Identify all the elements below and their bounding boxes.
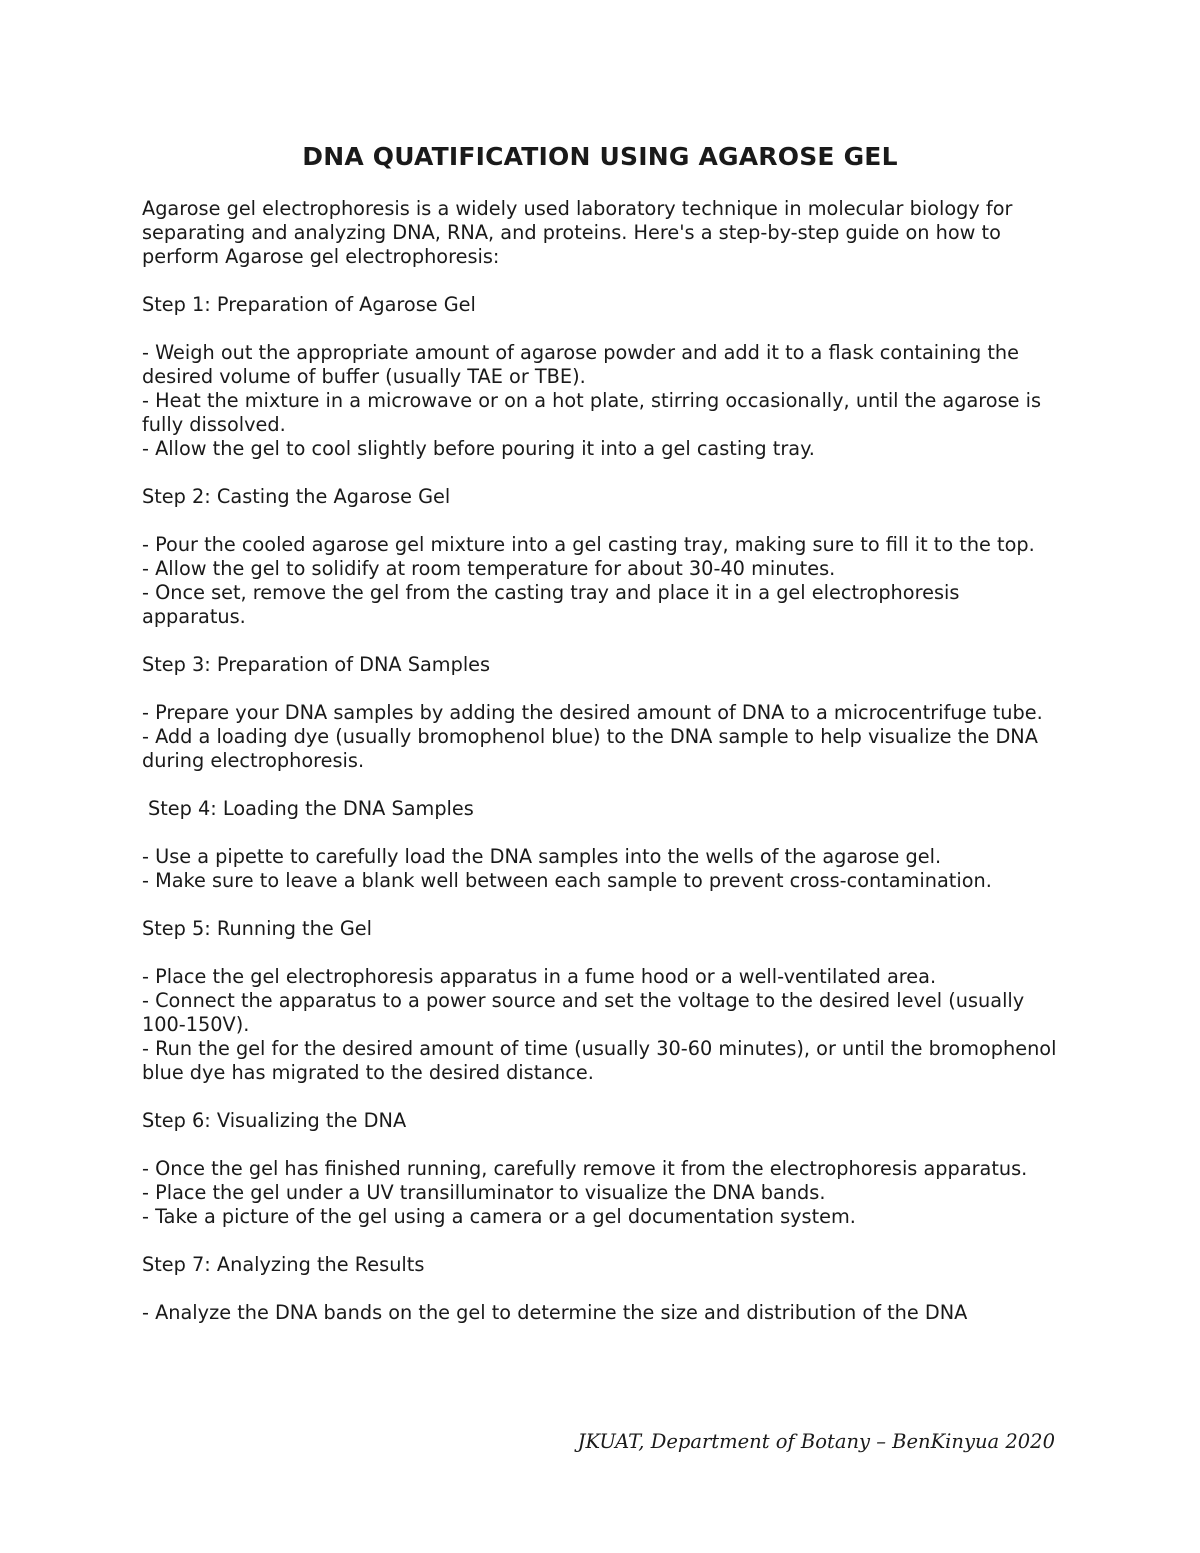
step-3-item-2: - Add a loading dye (usually bromophenol blue) to the DNA sample to help visualize the DNA during electrophoresis. — [142, 725, 1038, 772]
step-1-item-2: - Heat the mixture in a microwave or on a hot plate, stirring occasionally, until the agarose is fully dissolved. — [142, 389, 1042, 436]
page-footer: JKUAT, Department of Botany – BenKinyua 2020 — [577, 1430, 1055, 1453]
step-6-item-3: - Take a picture of the gel using a camera or a gel documentation system. — [142, 1205, 856, 1228]
step-2-item-2: - Allow the gel to solidify at room temperature for about 30-40 minutes. — [142, 557, 836, 580]
step-5-heading: Step 5: Running the Gel — [142, 917, 372, 940]
step-1-item-1: - Weigh out the appropriate amount of agarose powder and add it to a flask containing the desired volume of buffer (usually TAE or TBE). — [142, 341, 1019, 388]
step-2-item-1: - Pour the cooled agarose gel mixture into a gel casting tray, making sure to fill it to the top. — [142, 533, 1035, 556]
step-4-item-2: - Make sure to leave a blank well between each sample to prevent cross-contamination. — [142, 869, 992, 892]
step-3-heading: Step 3: Preparation of DNA Samples — [142, 653, 491, 676]
document-title: DNA QUATIFICATION USING AGAROSE GEL — [302, 142, 898, 171]
step-1-heading: Step 1: Preparation of Agarose Gel — [142, 293, 476, 316]
intro-paragraph: Agarose gel electrophoresis is a widely used laboratory technique in molecular biology for separating and analyzing DNA, RNA, and proteins. Here's a step-by-step guide on how to perform Agarose gel electrophoresis: — [142, 197, 1013, 268]
step-3-item-1: - Prepare your DNA samples by adding the desired amount of DNA to a microcentrifuge tube. — [142, 701, 1043, 724]
step-6-heading: Step 6: Visualizing the DNA — [142, 1109, 407, 1132]
step-4-heading: Step 4: Loading the DNA Samples — [148, 797, 474, 820]
step-5-item-1: - Place the gel electrophoresis apparatus in a fume hood or a well-ventilated area. — [142, 965, 937, 988]
step-6-item-1: - Once the gel has finished running, carefully remove it from the electrophoresis apparatus. — [142, 1157, 1028, 1180]
step-6-item-2: - Place the gel under a UV transilluminator to visualize the DNA bands. — [142, 1181, 826, 1204]
step-5-item-2: - Connect the apparatus to a power source and set the voltage to the desired level (usually 100-150V). — [142, 989, 1025, 1036]
step-4-item-1: - Use a pipette to carefully load the DNA samples into the wells of the agarose gel. — [142, 845, 942, 868]
step-5-item-3: - Run the gel for the desired amount of time (usually 30-60 minutes), or until the bromophenol blue dye has migrated to the desired distance. — [142, 1037, 1057, 1084]
step-7-heading: Step 7: Analyzing the Results — [142, 1253, 425, 1276]
step-2-item-3: - Once set, remove the gel from the casting tray and place it in a gel electrophoresis apparatus. — [142, 581, 960, 628]
step-2-heading: Step 2: Casting the Agarose Gel — [142, 485, 451, 508]
step-7-item-1: - Analyze the DNA bands on the gel to determine the size and distribution of the DNA — [142, 1301, 968, 1324]
step-1-item-3: - Allow the gel to cool slightly before pouring it into a gel casting tray. — [142, 437, 815, 460]
document-body — [142, 197, 1067, 1325]
